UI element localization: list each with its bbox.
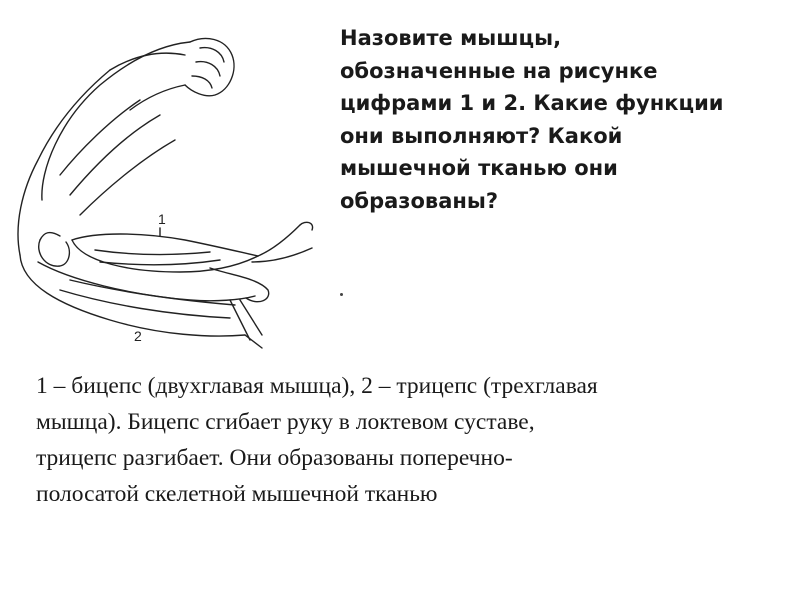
question-text: Назовите мышцы, обозначенные на рисунке цифрами 1 и 2. Какие функции они выполняют? Какой мышечной тканью они образованы? [340,26,724,213]
figure-label-2: 2 [134,328,142,344]
arm-illustration [0,0,330,365]
decorative-dot [340,293,343,296]
answer-text: 1 – бицепс (двухглавая мышца), 2 – трицепс (трехглавая мышца). Бицепс сгибает руку в локтевом суставе, трицепс разгибает. Они образованы поперечно- полосатой скелетной мышечной тканью [36,373,598,507]
flexed-arm-muscles-icon [0,0,330,365]
figure-label-1: 1 [158,211,166,227]
